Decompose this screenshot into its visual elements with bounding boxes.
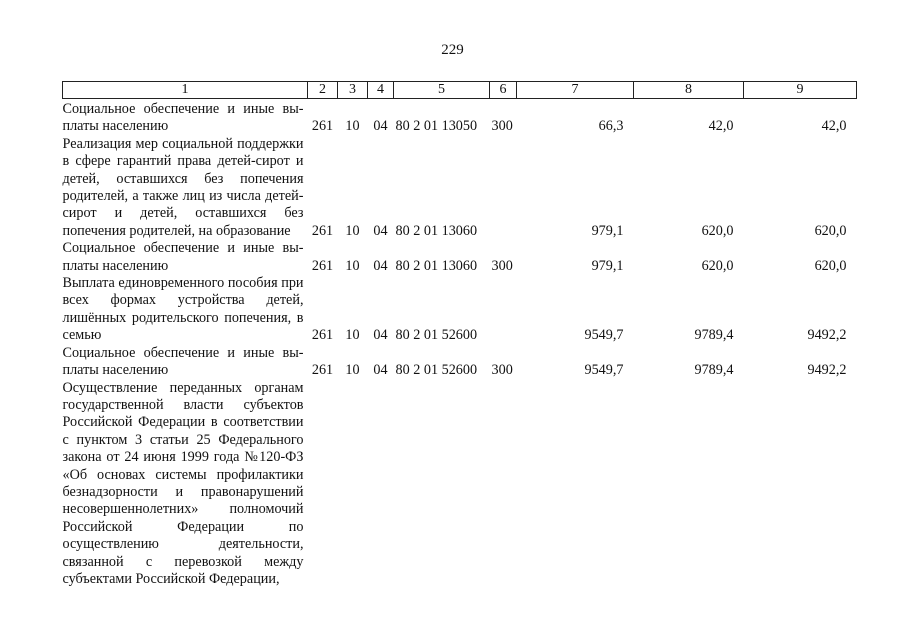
row-grbs: 261 [311, 222, 334, 239]
row-expense-type: 300 [491, 118, 513, 135]
column-header-2: 2 [308, 82, 338, 99]
row-value-8: 42,0 [708, 118, 734, 135]
row-value-8: 9789,4 [694, 362, 734, 379]
row-section: 10 [345, 327, 360, 344]
row-section: 10 [345, 222, 360, 239]
table-body [63, 99, 857, 589]
row-value-9: 9492,2 [807, 327, 847, 344]
column-header-4: 4 [368, 82, 394, 99]
row-name: Реализация мер социальной поддержки в сфере гарантий права детей-сирот и детей, оставшихся без попечения родителей, а также лиц из числа детей-сирот и детей, оставшихся без попечения родителей, на образование [62, 135, 304, 239]
row-target-article [394, 380, 490, 589]
row-section: 10 [345, 118, 360, 135]
row-subsection: 04 [373, 257, 388, 274]
row-value-8: 9789,4 [694, 327, 734, 344]
row-value-9 [744, 380, 857, 589]
row-name: Осуществление переданных органам государственной власти субъектов Российской Федерации в соответствии с пунктом 3 статьи 25 Федерального закона от 24 июня 1999 года №120-ФЗ «Об основах системы профилактики безнадзорности и правонарушений несовершеннолетних» полномочий Российской Федерации по осуществлению деятельности, связанной с перевозкой между субъектами Российской Федерации, [62, 379, 304, 587]
page-number: 229 [441, 42, 464, 58]
row-grbs [308, 380, 338, 589]
row-grbs: 261 [311, 327, 334, 344]
row-grbs: 261 [311, 118, 334, 135]
row-value-9: 9492,2 [807, 362, 847, 379]
row-value-7: 9549,7 [584, 362, 624, 379]
row-subsection: 04 [373, 118, 388, 135]
row-value-8 [634, 380, 744, 589]
row-subsection: 04 [373, 362, 388, 379]
column-header-6: 6 [490, 82, 517, 99]
row-value-7: 979,1 [591, 222, 624, 239]
row-section [338, 380, 368, 589]
row-expense-type: 300 [491, 257, 513, 274]
table-row [63, 136, 857, 240]
row-name: Выплата единовременного пособия при всех формах устройства детей, лишённых родительского попечения, в семью [62, 275, 304, 344]
row-value-9: 620,0 [814, 222, 847, 239]
column-header-3: 3 [338, 82, 368, 99]
row-grbs: 261 [311, 362, 334, 379]
table-header [63, 82, 857, 99]
row-value-8: 620,0 [701, 222, 734, 239]
row-target-article: 80 2 01 52600 [395, 362, 478, 379]
row-expense-type [490, 380, 517, 589]
row-expense-type: 300 [491, 362, 513, 379]
row-value-9: 42,0 [821, 118, 847, 135]
row-grbs: 261 [311, 257, 334, 274]
row-name: Социальное обеспечение и иные выплаты населению [62, 101, 304, 135]
column-header-1: 1 [63, 82, 308, 99]
table-row [63, 380, 857, 589]
row-value-8: 620,0 [701, 257, 734, 274]
row-value-7 [517, 380, 634, 589]
row-expense-type [490, 275, 517, 345]
row-value-9: 620,0 [814, 257, 847, 274]
row-subsection: 04 [373, 222, 388, 239]
row-section: 10 [345, 362, 360, 379]
table-row [63, 240, 857, 275]
column-header-8: 8 [634, 82, 744, 99]
row-section: 10 [345, 257, 360, 274]
row-expense-type [490, 136, 517, 240]
row-subsection [368, 380, 394, 589]
row-target-article: 80 2 01 13050 [395, 118, 478, 135]
row-target-article: 80 2 01 13060 [395, 257, 478, 274]
column-header-7: 7 [517, 82, 634, 99]
row-subsection: 04 [373, 327, 388, 344]
table-row [63, 275, 857, 345]
row-name: Социальное обеспечение и иные выплаты населению [62, 344, 304, 379]
row-value-7: 66,3 [598, 118, 624, 135]
table-row [63, 99, 857, 136]
row-name: Социальное обеспечение и иные выплаты населению [62, 240, 304, 274]
table-row [63, 345, 857, 380]
budget-table [62, 81, 857, 588]
column-header-9: 9 [744, 82, 857, 99]
row-value-7: 979,1 [591, 257, 624, 274]
row-target-article: 80 2 01 13060 [395, 222, 478, 239]
column-header-5: 5 [394, 82, 490, 99]
row-value-7: 9549,7 [584, 327, 624, 344]
row-target-article: 80 2 01 52600 [395, 327, 478, 344]
